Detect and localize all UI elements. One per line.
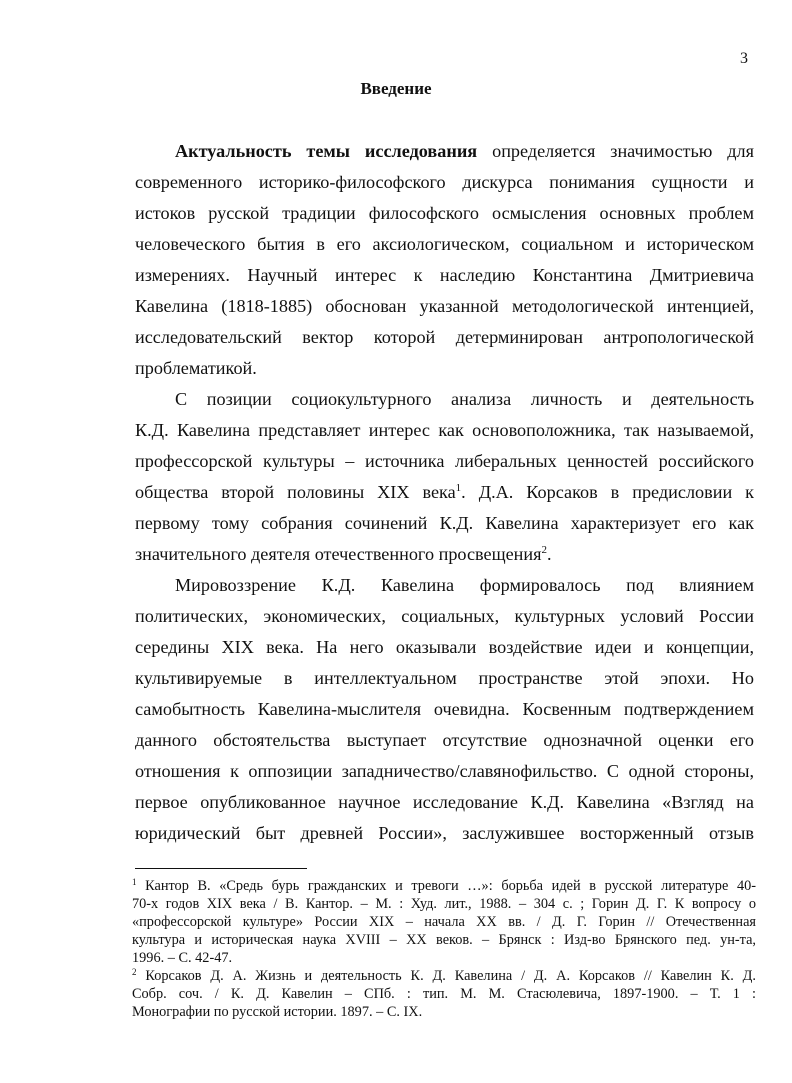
paragraph-2-line-6-text: значительного деятеля отечественного просвещения xyxy=(135,544,542,564)
paragraph-3-line-6: данного обстоятельства выступает отсутствие однозначной оценки его xyxy=(135,730,754,750)
footnote-1-marker: 1 xyxy=(132,877,137,887)
paragraph-3-line-3: середины XIX века. На него оказывали воздействие идеи и концепции, xyxy=(135,637,754,657)
paragraph-2-line-6 xyxy=(135,539,754,570)
paragraph-2-line-6-period: . xyxy=(547,544,552,564)
footnote-1-line-3: «профессорской культуре» России XIX – начала XX вв. / Д. Г. Горин // Отечественная xyxy=(132,914,756,930)
paragraph-2-line-4-text: общества второй половины XIX века xyxy=(135,482,456,502)
paragraph-1-line-1-rest: определяется значимостью для xyxy=(477,141,755,161)
footnote-2-line-3: Монографии по русской истории. 1897. – С. IX. xyxy=(132,1004,423,1020)
paragraph-2-line-4-rest: . Д.А. Корсаков в предисловии к xyxy=(461,482,754,502)
paragraph-3-line-4: культивируемые в интеллектуальном пространстве этой эпохи. Но xyxy=(135,668,754,688)
footnotes xyxy=(132,877,756,1021)
paragraph-3-line-8: первое опубликованное научное исследование К.Д. Кавелина «Взгляд на xyxy=(135,792,754,812)
paragraph-2-line-5: первому тому собрания сочинений К.Д. Кавелина характеризует его как xyxy=(135,513,754,533)
relevance-heading: Актуальность темы исследования xyxy=(175,141,478,161)
paragraph-1-line-6: Кавелина (1818-1885) обоснован указанной методологической интенцией, xyxy=(135,296,754,316)
footnote-2-line-1-text: Корсаков Д. А. Жизнь и деятельность К. Д. Кавелина / Д. А. Корсаков // Кавелин К. Д. xyxy=(136,968,756,984)
paragraph-2-line-3: профессорской культуры – источника либеральных ценностей российского xyxy=(135,451,754,471)
paragraph-1-line-8: проблематикой. xyxy=(135,358,257,378)
footnote-2-line-2: Собр. соч. / К. Д. Кавелин – СПб. : тип. М. М. Стасюлевича, 1897-1900. – Т. 1 : xyxy=(132,986,756,1002)
paragraph-1-line-7: исследовательский вектор которой детерминирован антропологической xyxy=(135,327,754,347)
footnote-ref-1[interactable]: 1 xyxy=(455,482,462,494)
paragraph-1-line-2: современного историко-философского дискурса понимания сущности и xyxy=(135,172,754,192)
paragraph-3-line-7: отношения к оппозиции западничество/славянофильство. С одной стороны, xyxy=(135,761,754,781)
paragraph-2-line-1: С позиции социокультурного анализа личность и деятельность xyxy=(175,389,754,409)
paragraph-3-line-1: Мировоззрение К.Д. Кавелина формировалось под влиянием xyxy=(175,575,754,595)
body-text xyxy=(135,136,754,849)
footnote-separator xyxy=(135,868,307,869)
footnote-1-line-1-text: Кантор В. «Средь бурь гражданских и тревоги …»: борьба идей в русской литературе 40- xyxy=(136,878,756,894)
paragraph-2-line-4 xyxy=(135,477,754,508)
footnote-2-line-1 xyxy=(132,967,756,985)
paragraph-1-line-4: человеческого бытия в его аксиологическом, социальном и историческом xyxy=(135,234,754,254)
paragraph-1-line-3: истоков русской традиции философского осмысления основных проблем xyxy=(135,203,754,223)
paragraph-1-line-1 xyxy=(135,136,754,167)
paragraph-2-line-2: К.Д. Кавелина представляет интерес как основоположника, так называемой, xyxy=(135,420,754,440)
footnote-1-line-2: 70-х годов XIX века / В. Кантор. – М. : Худ. лит., 1988. – 304 с. ; Горин Д. Г. К вопросу о xyxy=(132,896,756,912)
footnote-1-line-4: культура и историческая наука XVIII – XX веков. – Брянск : Изд-во Брянского пед. ун-та, xyxy=(132,932,756,948)
footnote-1-line-1 xyxy=(132,877,756,895)
page-number: 3 xyxy=(740,50,748,67)
paragraph-3-line-5: самобытность Кавелина-мыслителя очевидна. Косвенным подтверждением xyxy=(135,699,754,719)
footnote-2-marker: 2 xyxy=(132,967,137,977)
section-title: Введение xyxy=(360,79,432,98)
paragraph-1-line-5: измерениях. Научный интерес к наследию Константина Дмитриевича xyxy=(135,265,754,285)
footnote-1-line-5: 1996. – С. 42-47. xyxy=(132,950,233,966)
footnote-ref-2[interactable]: 2 xyxy=(541,544,547,556)
paragraph-3-line-2: политических, экономических, социальных, культурных условий России xyxy=(135,606,754,626)
paragraph-3-line-9: юридический быт древней России», заслужившее восторженный отзыв xyxy=(135,823,754,843)
